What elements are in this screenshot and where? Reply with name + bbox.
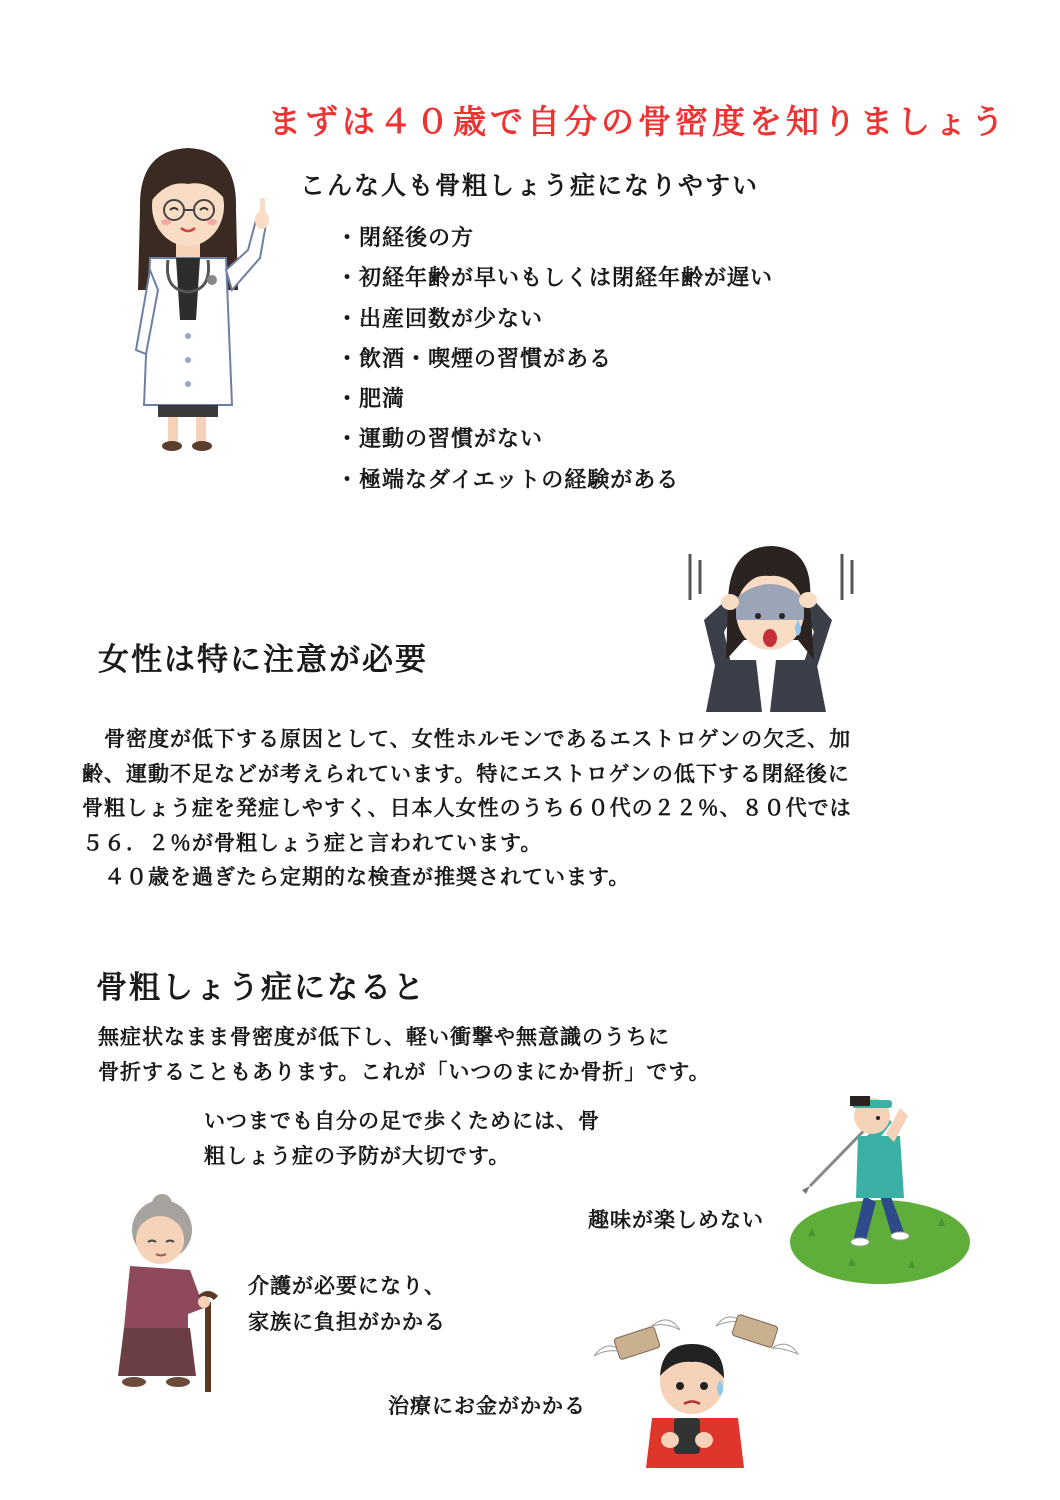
stressed-man-money-illustration <box>588 1308 800 1468</box>
women-section-heading: 女性は特に注意が必要 <box>98 642 428 678</box>
list-item: ・ 肥満 <box>336 383 773 423</box>
list-item: ・ 飲酒・喫煙の習慣がある <box>336 343 773 383</box>
worried-woman-illustration <box>686 540 856 712</box>
consequence-hobby: 趣味が楽しめない <box>588 1208 764 1232</box>
list-item: ・ 出産回数が少ない <box>336 303 773 343</box>
list-item: ・ 運動の習慣がない <box>336 423 773 463</box>
consequence-care: 介護が必要になり、 家族に負担がかかる <box>248 1274 446 1334</box>
list-item: ・ 極端なダイエットの経験がある <box>336 464 773 504</box>
women-section-body: 骨密度が低下する原因として、女性ホルモンであるエストロゲンの欠乏、加 齢、運動不足などが考えられています。特にエストロゲンの低下する閉経後に 骨粗しょう症を発症しやすく、日本人女性のうち６０代の２２％、８０代では ５６．２％が骨粗しょう症と言われています。 ４０歳を過ぎたら定期的な検査が推奨されています。 <box>82 727 852 889</box>
consequence-money: 治療にお金がかかる <box>388 1394 586 1418</box>
prevention-text: いつまでも自分の足で歩くためには、骨 粗しょう症の予防が大切です。 <box>204 1109 600 1168</box>
list-item: ・ 初経年齢が早いもしくは閉経年齢が遅い <box>336 262 773 302</box>
golfer-illustration <box>788 1086 970 1286</box>
osteoporosis-section-body: 無症状なまま骨密度が低下し、軽い衝撃や無意識のうちに 骨折することもあります。これが「いつのまにか骨折」です。 <box>98 1025 711 1084</box>
page-title: まずは４０歳で自分の骨密度を知りましょう <box>268 102 1008 141</box>
risk-subtitle: こんな人も骨粗しょう症になりやすい <box>300 171 760 200</box>
osteoporosis-section-heading: 骨粗しょう症になると <box>96 970 426 1006</box>
elderly-woman-illustration <box>104 1198 232 1394</box>
risk-factor-list <box>336 222 773 504</box>
list-item: ・ 閉経後の方 <box>336 222 773 262</box>
doctor-illustration <box>128 140 278 455</box>
